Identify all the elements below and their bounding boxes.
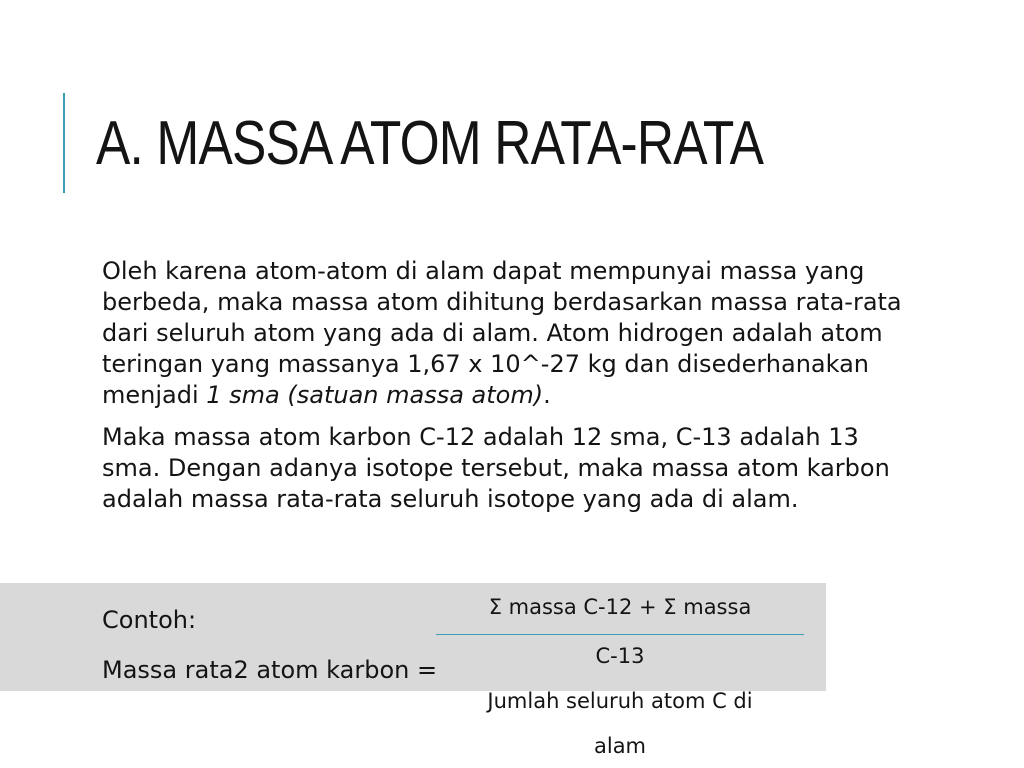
formula-lhs: Massa rata2 atom karbon = <box>102 656 438 684</box>
slide-title: A. MASSA ATOM RATA-RATA <box>96 109 764 178</box>
formula-denominator-line-2: alam <box>593 734 647 758</box>
formula-denominator-line-1: Jumlah seluruh atom C di <box>487 689 753 713</box>
paragraph-1-emphasis: 1 sma (satuan massa atom) <box>206 381 544 409</box>
example-label: Contoh: <box>102 606 197 634</box>
fraction-line <box>436 634 804 635</box>
paragraph-2: Maka massa atom karbon C-12 adalah 12 sma, C-13 adalah 13 sma. Dengan adanya isotope tersebut, maka massa atom karbon adalah massa rata-rata seluruh isotope yang ada di alam. <box>102 423 890 513</box>
formula-numerator-line-2: C-13 <box>595 644 645 668</box>
paragraph-1-end: . <box>543 381 551 409</box>
slide-body <box>102 256 902 526</box>
formula-numerator-line-1: Σ massa C-12 + Σ massa <box>488 595 752 619</box>
paragraph-1-text: Oleh karena atom-atom di alam dapat mempunyai massa yang berbeda, maka massa atom dihitung berdasarkan massa rata-rata dari seluruh atom yang ada di alam. Atom hidrogen adalah atom teringan yang massanya 1,67 x 10^-27 kg dan disederhanakan menjadi <box>102 257 902 409</box>
title-accent-bar <box>63 93 65 193</box>
paragraph-1 <box>102 256 902 411</box>
